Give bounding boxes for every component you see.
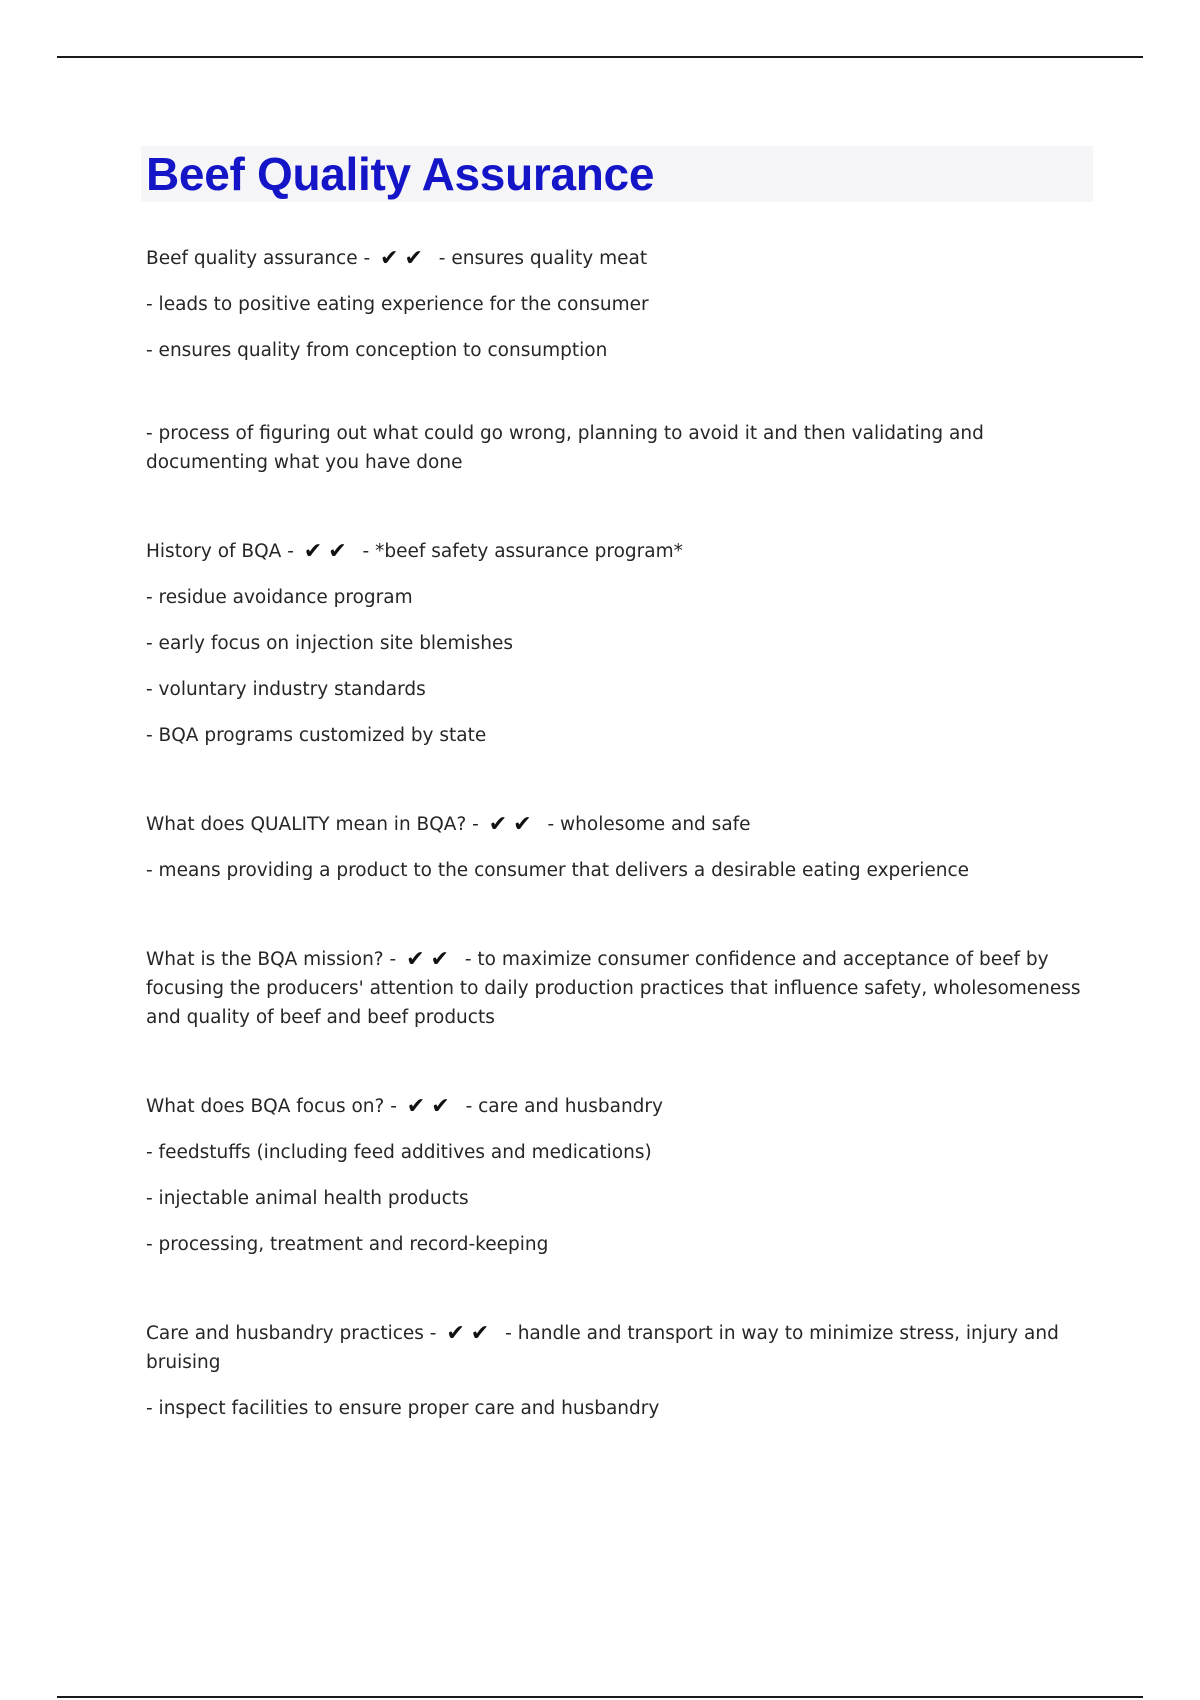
flashcard xyxy=(146,537,1086,750)
check-mark-icon: ✔✔ xyxy=(446,1321,496,1346)
flashcard-detail: - means providing a product to the consumer that delivers a desirable eating experience xyxy=(146,860,970,881)
check-mark-icon: ✔✔ xyxy=(406,947,455,972)
check-mark-icon: ✔✔ xyxy=(488,812,538,837)
flashcard-answer: - to maximize consumer confidence and acceptance of beef by focusing the producers' attention to daily production practices that influence safety, wholesomeness and quality of beef and beef products xyxy=(146,949,1081,1028)
flashcard-question-line xyxy=(146,1319,1086,1377)
flashcard-detail: - leads to positive eating experience for the consumer xyxy=(146,294,649,315)
flashcard-question: What does BQA focus on? - xyxy=(146,1096,397,1117)
flashcard-question: What is the BQA mission? - xyxy=(146,949,397,970)
document-title: Beef Quality Assurance xyxy=(146,148,655,200)
flashcard-detail: - injectable animal health products xyxy=(146,1188,469,1209)
flashcard-question-line xyxy=(146,537,1086,566)
flashcard-answer: - wholesome and safe xyxy=(547,814,751,835)
flashcard-detail: - inspect facilities to ensure proper care and husbandry xyxy=(146,1398,660,1419)
flashcard-detail: - processing, treatment and record-keeping xyxy=(146,1234,549,1255)
flashcard xyxy=(146,1319,1086,1423)
flashcard-question-line xyxy=(146,945,1086,1032)
flashcard-question: Beef quality assurance - xyxy=(146,248,371,269)
check-mark-icon: ✔✔ xyxy=(380,246,429,271)
flashcard xyxy=(146,945,1086,1032)
flashcard-answer: - handle and transport in way to minimize stress, injury and bruising xyxy=(146,1323,1059,1373)
flashcard-detail: - process of figuring out what could go wrong, planning to avoid it and then validating and documenting what you have done xyxy=(146,423,984,473)
blank-line xyxy=(146,382,1086,419)
flashcard-question-line xyxy=(146,244,1086,273)
flashcard-answer: - *beef safety assurance program* xyxy=(362,541,683,562)
flashcard xyxy=(146,244,1086,477)
flashcard-list xyxy=(146,244,1086,1483)
top-rule xyxy=(57,56,1143,58)
flashcard xyxy=(146,810,1086,885)
flashcard-detail: - BQA programs customized by state xyxy=(146,725,487,746)
bottom-rule xyxy=(57,1696,1143,1698)
flashcard-question: Care and husbandry practices - xyxy=(146,1323,437,1344)
flashcard-detail: - voluntary industry standards xyxy=(146,679,426,700)
flashcard-answer: - ensures quality meat xyxy=(438,248,648,269)
flashcard xyxy=(146,1092,1086,1259)
check-mark-icon: ✔✔ xyxy=(406,1094,456,1119)
flashcard-question-line xyxy=(146,1092,1086,1121)
check-mark-icon: ✔✔ xyxy=(303,539,353,564)
flashcard-answer: - care and husbandry xyxy=(465,1096,663,1117)
flashcard-detail: - feedstuffs (including feed additives and medications) xyxy=(146,1142,652,1163)
flashcard-detail: - ensures quality from conception to consumption xyxy=(146,340,608,361)
flashcard-question: History of BQA - xyxy=(146,541,294,562)
flashcard-question-line xyxy=(146,810,1086,839)
flashcard-detail: - early focus on injection site blemishes xyxy=(146,633,514,654)
flashcard-detail: - residue avoidance program xyxy=(146,587,413,608)
flashcard-question: What does QUALITY mean in BQA? - xyxy=(146,814,479,835)
